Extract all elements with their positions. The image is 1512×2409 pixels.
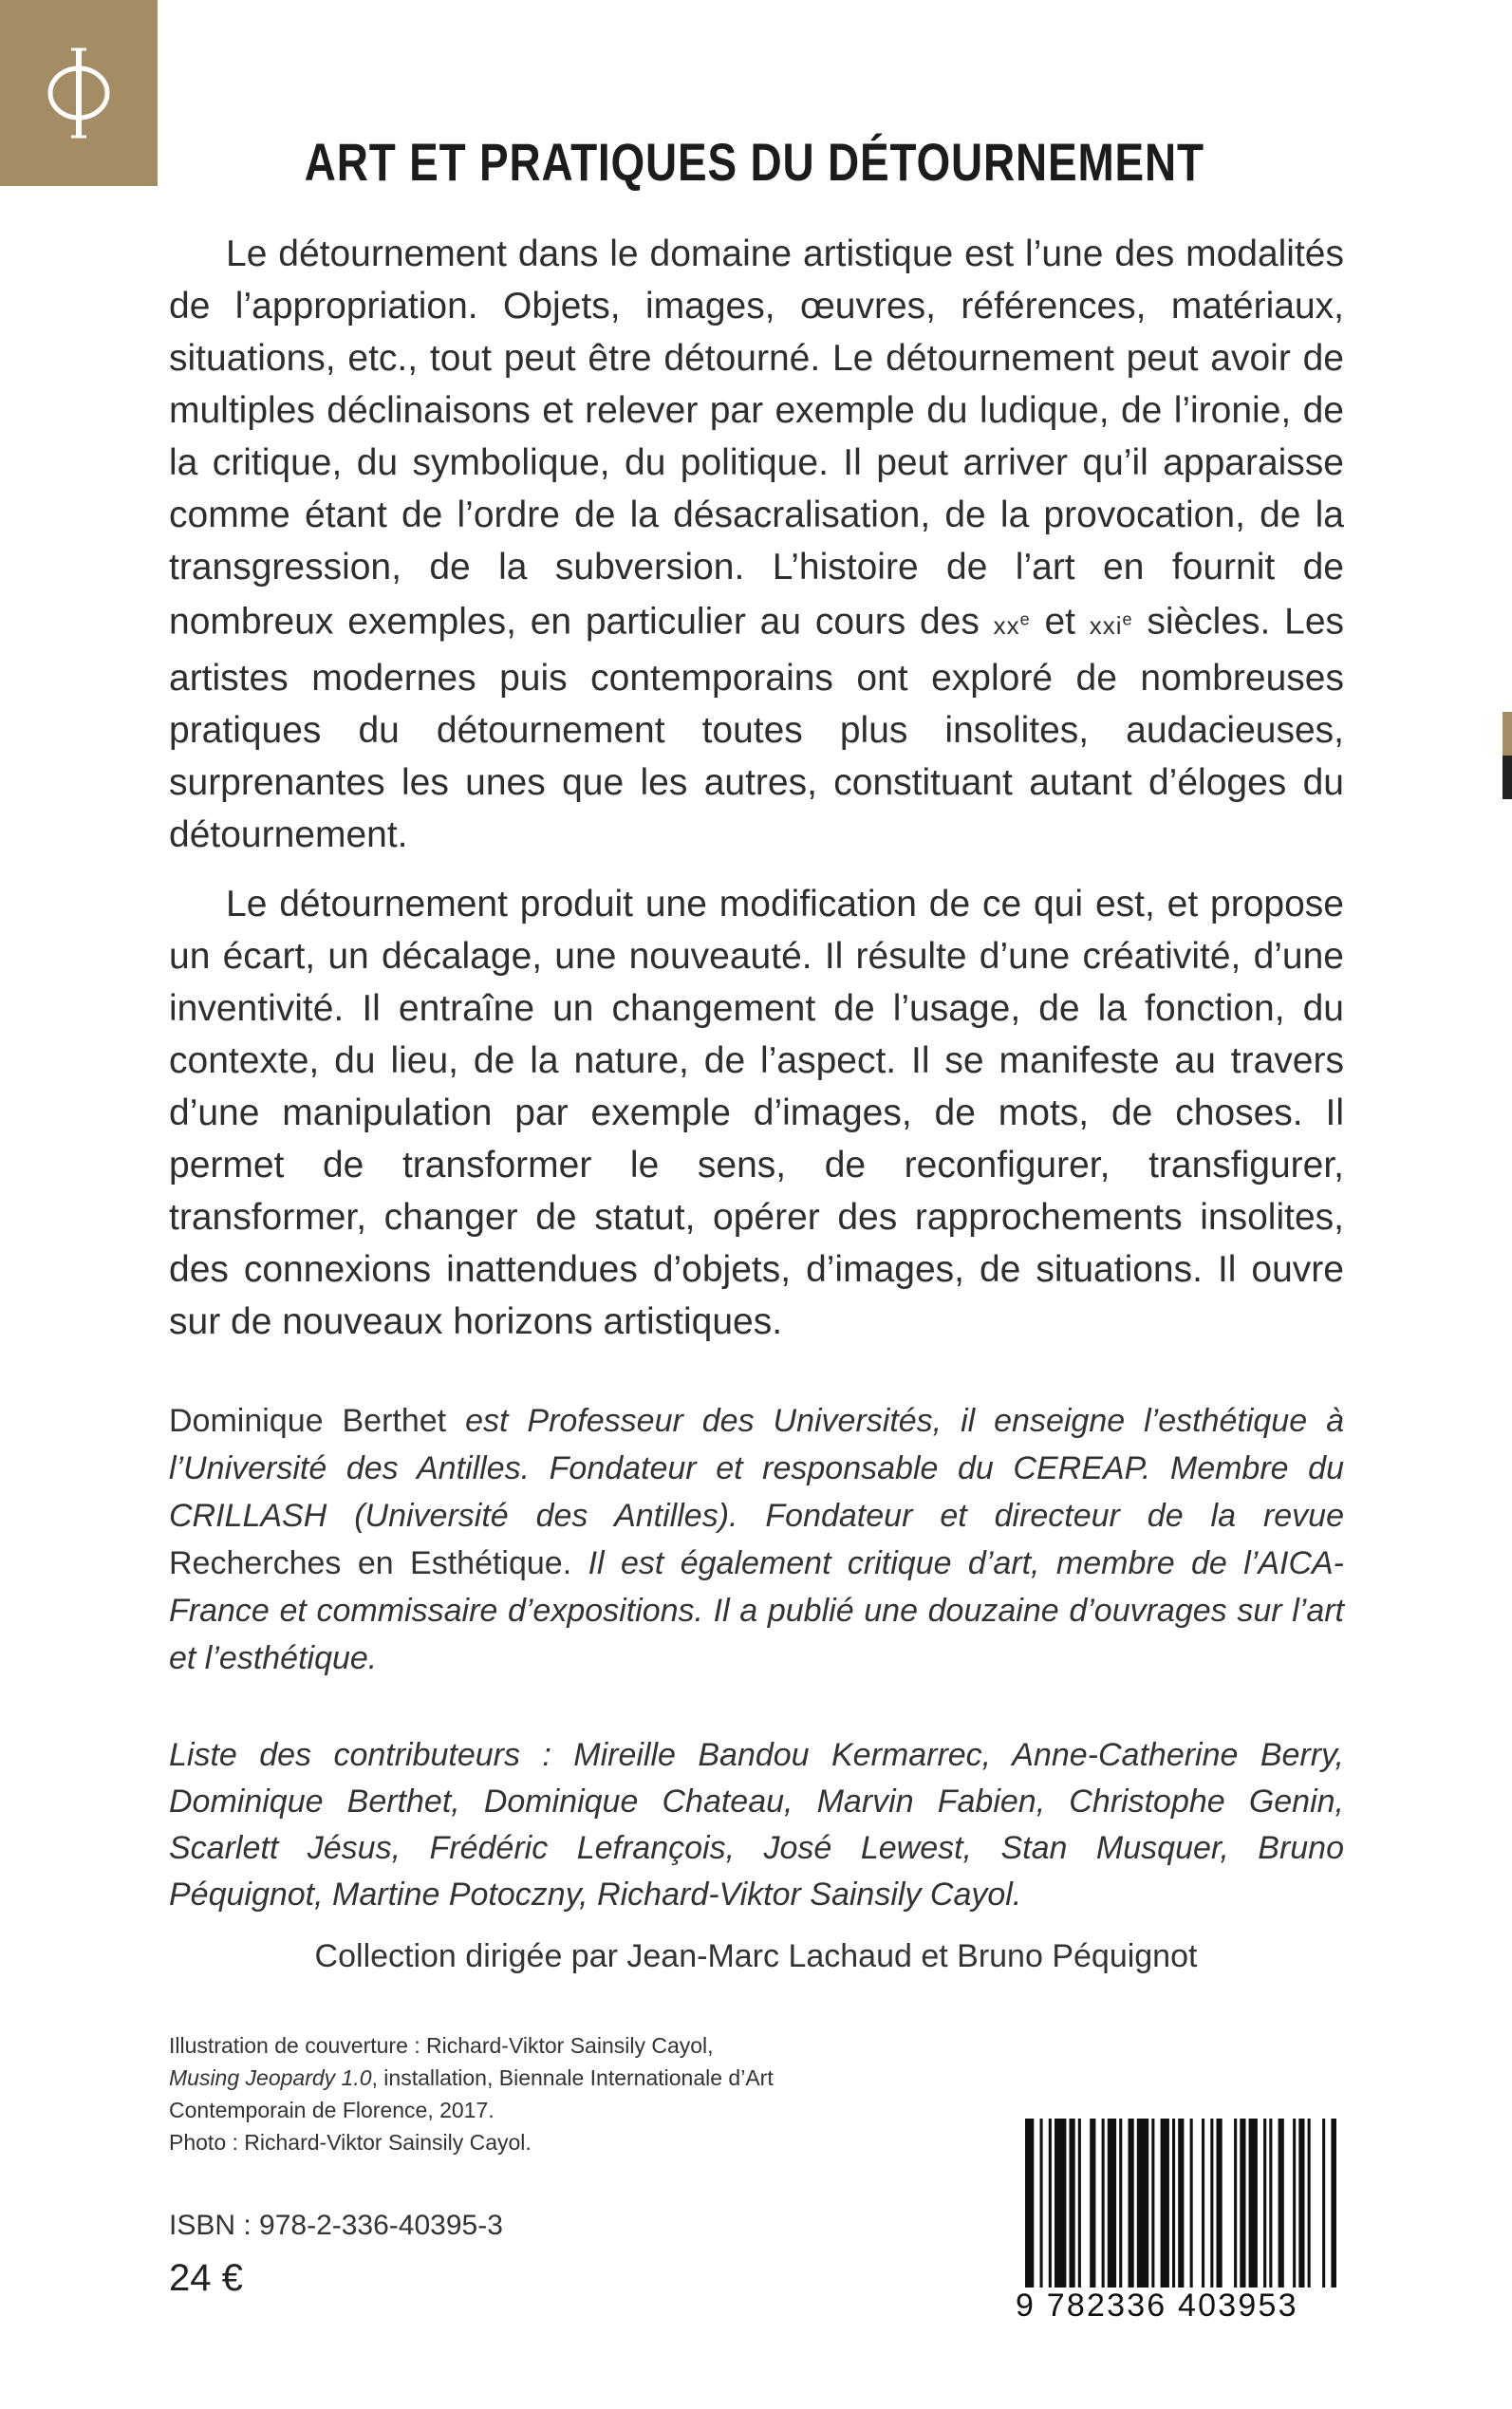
- price: 24 €: [169, 2257, 243, 2299]
- barcode-bar: [1234, 2119, 1237, 2288]
- bio-text-1: est Professeur des Universités, il enseigne l’esthétique à l’Université des Antilles. Fondateur et responsable du CEREAP. Membre du CRILLASH (Université des Antilles). Fondateur et directeur de la revue: [169, 1403, 1344, 1534]
- edge-marker: [1503, 712, 1512, 799]
- barcode-bar: [1263, 2119, 1266, 2288]
- contributors-list: Liste des contributeurs : Mireille Bandou Kermarrec, Anne-Catherine Berry, Dominique Berthet, Dominique Chateau, Marvin Fabien, Christophe Genin, Scarlett Jésus, Frédéric Lefrançois, José Lewest, Stan Musquer, Bruno Péquignot, Martine Potoczny, Richard-Viktor Sainsily Cayol.: [169, 1737, 1344, 1913]
- barcode-bar: [1279, 2119, 1284, 2288]
- barcode: [1023, 2119, 1336, 2305]
- author-bio: [169, 1397, 1344, 1682]
- barcode-icon: [1023, 2119, 1336, 2305]
- barcode-bar: [1151, 2119, 1154, 2288]
- barcode-bar: [1190, 2119, 1193, 2288]
- barcode-bar: [1119, 2119, 1122, 2288]
- barcode-bar: [1108, 2119, 1116, 2288]
- artwork-title: Musing Jeopardy 1.0: [169, 2065, 372, 2090]
- barcode-bar: [1217, 2119, 1223, 2305]
- barcode-bar: [1070, 2119, 1075, 2288]
- century-xx: $xx^e$: [993, 609, 1031, 640]
- book-title: ART ET PRATIQUES DU DÉTOURNEMENT: [304, 132, 1204, 192]
- barcode-bar: [1178, 2119, 1184, 2288]
- barcode-bar: [1049, 2119, 1052, 2288]
- summary-paragraph-1: [169, 228, 1344, 861]
- barcode-bar: [1040, 2119, 1043, 2305]
- barcode-number: 9 782336 403953: [1012, 2288, 1352, 2325]
- credits-line-2: , installation, Biennale Internationale d’Art Contemporain de Florence, 2017.: [169, 2065, 774, 2122]
- barcode-bar: [1025, 2119, 1034, 2305]
- barcode-bar: [1055, 2119, 1066, 2288]
- paragraph1-before: Le détournement dans le domaine artistique est l’une des modalités de l’appropriation. Objets, images, œuvres, références, matériaux, situations, etc., tout peut être détourné. Le détournement peut avoir de multiples déclinaisons et relever par exemple du ludique, de l’ironie, de la critique, du symbolique, du politique. Il peut arriver qu’il apparaisse comme étant de l’ordre de la désacralisation, de la provocation, de la transgression, de la subversion. L’histoire de l’art en fournit de nombreux exemples, en particulier au cours des: [169, 233, 1344, 643]
- barcode-bar: [1172, 2119, 1175, 2288]
- barcode-bar: [1129, 2119, 1134, 2288]
- barcode-bar: [1308, 2119, 1311, 2288]
- bio-text-2: Il est également critique d’art, membre de l’AICA-France et commissaire d’expositions. Il a publié une douzaine d’ouvrages sur l’art et l’esthétique.: [169, 1545, 1345, 1676]
- author-name: Dominique Berthet: [169, 1403, 447, 1439]
- paragraph1-after: siècles. Les artistes modernes puis contemporains ont exploré de nombreuses pratiques du détournement toutes plus insolites, audacieuses, surprenantes les unes que les autres, constituant autant d’éloges du détournement.: [169, 601, 1345, 855]
- barcode-bar: [1202, 2119, 1204, 2288]
- barcode-bar: [1240, 2119, 1245, 2288]
- barcode-bar: [1298, 2119, 1304, 2288]
- photo-credit: Photo : Richard-Viktor Sainsily Cayol.: [169, 2130, 532, 2155]
- barcode-bar: [1090, 2119, 1095, 2288]
- cover-credits: [169, 2029, 852, 2158]
- barcode-bar: [1137, 2119, 1148, 2288]
- barcode-bar: [1322, 2119, 1325, 2288]
- phi-logo-icon: [36, 36, 121, 150]
- paragraph2-text: Le détournement produit une modification de ce qui est, et propose un écart, un décalage, une nouveauté. Il résulte d’une créativité, d’une inventivité. Il entraîne un changement de l’usage, de la fonction, du contexte, du lieu, de la nature, de l’aspect. Il se manifeste au travers d’une manipulation par exemple d’images, de mots, de choses. Il permet de transformer le sens, de reconfigurer, transfigurer, transformer, changer de statut, opérer des rapprochements insolites, des connexions inattendues d’objets, d’images, de situations. Il ouvre sur de nouveaux horizons artistiques.: [169, 884, 1344, 1342]
- isbn: ISBN : 978-2-336-40395-3: [169, 2210, 503, 2241]
- barcode-bar: [1161, 2119, 1169, 2288]
- barcode-bar: [1249, 2119, 1258, 2288]
- summary-paragraph-2: [169, 878, 1344, 1348]
- barcode-bar: [1210, 2119, 1213, 2288]
- barcode-bar: [1293, 2119, 1296, 2288]
- connector: et: [1044, 601, 1075, 643]
- journal-name: Recherches en Esthétique.: [169, 1545, 572, 1581]
- barcode-bar: [1102, 2119, 1105, 2288]
- barcode-bar: [1078, 2119, 1081, 2288]
- credits-line-1: Illustration de couverture : Richard-Viktor Sainsily Cayol,: [169, 2033, 714, 2058]
- century-xxi: xxi$^e$: [1089, 609, 1133, 640]
- barcode-bar: [1269, 2119, 1272, 2288]
- collection-directors: Collection dirigée par Jean-Marc Lachaud et Bruno Péquignot: [314, 1938, 1198, 1974]
- barcode-bar: [1331, 2119, 1336, 2288]
